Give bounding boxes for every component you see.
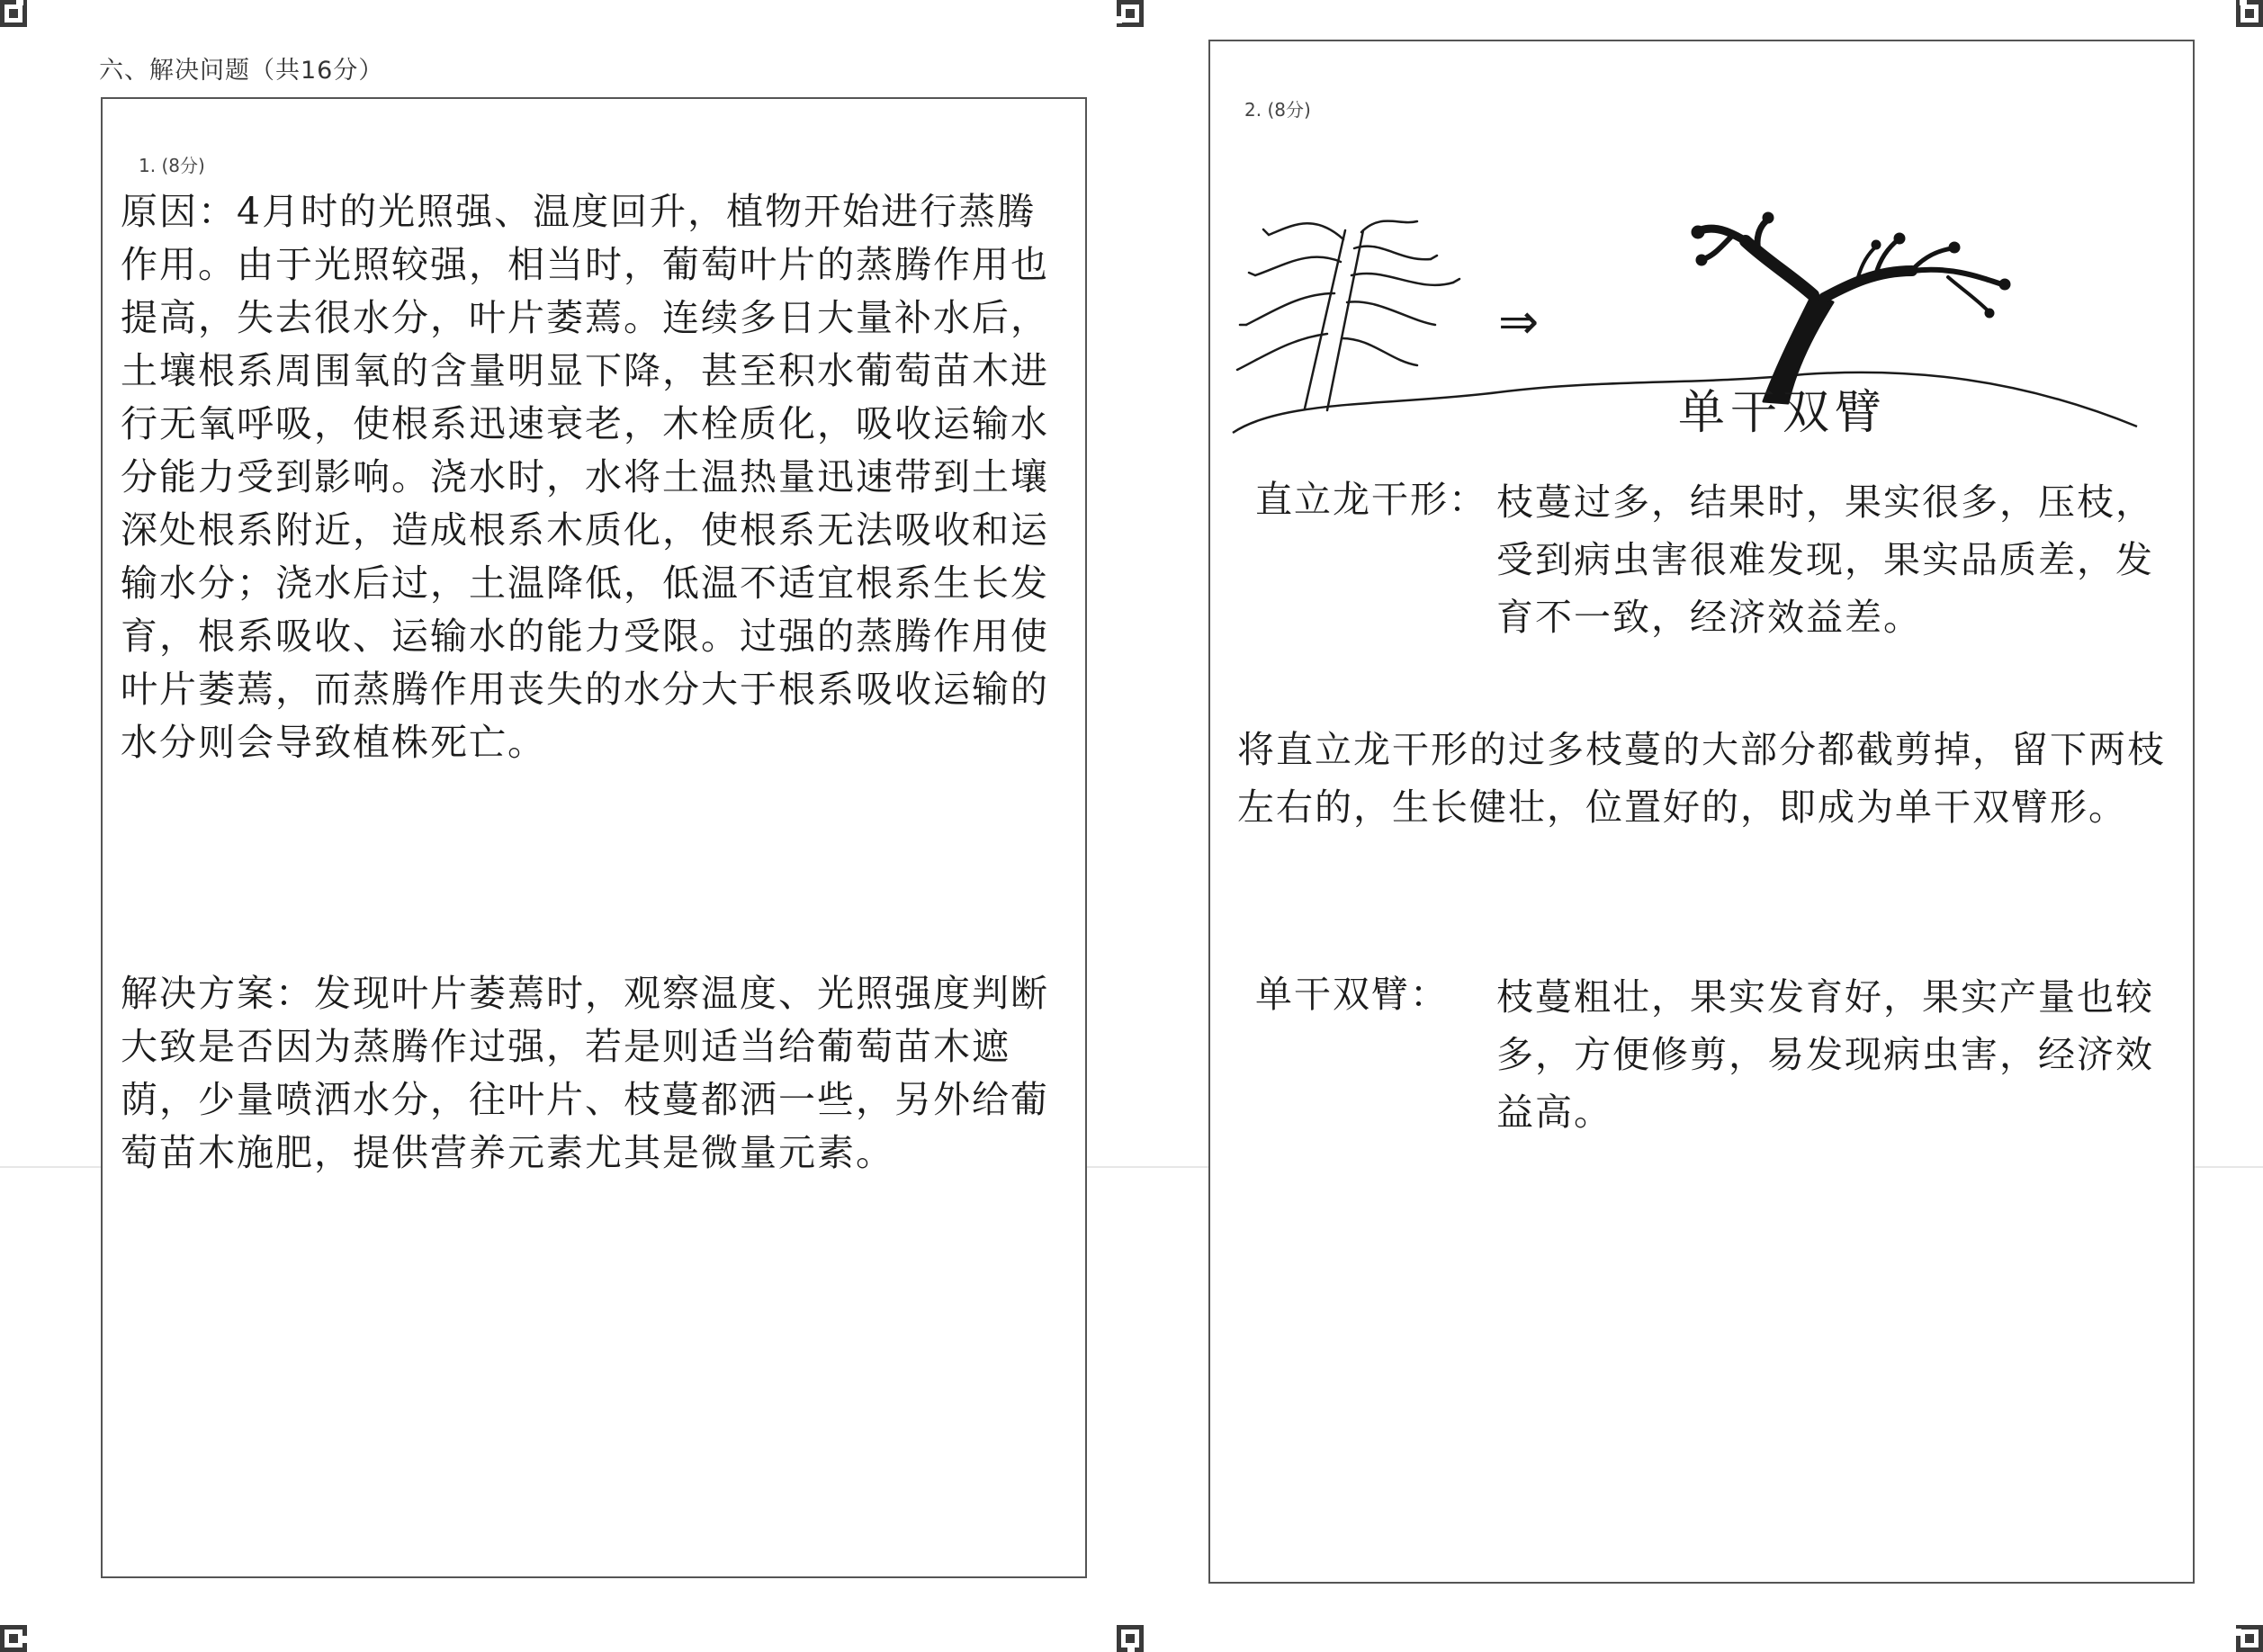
- answer-solution-text: 解决方案：发现叶片萎蔫时，观察温度、光照强度判断大致是否因为蒸腾作过强，若是则适当给葡萄苗木遮荫，少量喷洒水分，往叶片、枝蔓都洒一些，另外给葡萄苗木施肥，提供营养元素尤其是微量元素。: [121, 972, 1049, 1174]
- section-title: 六、解决问题（共16分）: [99, 57, 384, 85]
- diagram-caption: 单干双臂: [1678, 386, 1888, 440]
- double-arm-text: 枝蔓粗壮，果实发育好，果实产量也较多，方便修剪，易发现病虫害，经济效益高。: [1496, 975, 2154, 1134]
- question-label-q1: 1. (8分): [139, 155, 205, 176]
- corner-marker-icon: [0, 0, 27, 27]
- corner-marker-icon: [2236, 1625, 2263, 1652]
- answer-box-q1[interactable]: [101, 97, 1087, 1578]
- upright-form-label: 直立龙干形：: [1255, 478, 1487, 521]
- corner-marker-icon: [2236, 0, 2263, 27]
- upright-form-text: 枝蔓过多，结果时，果实很多，压枝，受到病虫害很难发现，果实品质差，发育不一致，经济效益差。: [1496, 480, 2154, 639]
- arrow-icon: ⇒: [1498, 293, 1540, 350]
- answer-box-q2[interactable]: [1208, 40, 2195, 1584]
- answer-cause-text: 原因：4月时的光照强、温度回升，植物开始进行蒸腾作用。由于光照较强，相当时，葡萄叶片的蒸腾作用也提高，失去很水分，叶片萎蔫。连续多日大量补水后，土壤根系周围氧的含量明显下降，甚至积水葡萄苗木进行无氧呼吸，使根系迅速衰老，木栓质化，吸收运输水分能力受到影响。浇水时，水将土温热量迅速带到土壤深处根系附近，造成根系木质化，使根系无法吸收和运输水分；浇水后过，土温降低，低温不适宜根系生长发育，根系吸收、运输水的能力受限。过强的蒸腾作用使叶片萎蔫，而蒸腾作用丧失的水分大于根系吸收运输的水分则会导致植株死亡。: [121, 190, 1049, 764]
- corner-marker-icon: [1117, 0, 1144, 27]
- sparse-tree-icon: [1237, 221, 1459, 410]
- corner-marker-icon: [0, 1625, 27, 1652]
- conversion-text: 将直立龙干形的过多枝蔓的大部分都截剪掉，留下两枝左右的，生长健壮，位置好的，即成为单干双臂形。: [1237, 728, 2166, 829]
- corner-marker-icon: [1117, 1625, 1144, 1652]
- double-arm-label: 单干双臂：: [1255, 973, 1449, 1016]
- question-label-q2: 2. (8分): [1244, 99, 1311, 121]
